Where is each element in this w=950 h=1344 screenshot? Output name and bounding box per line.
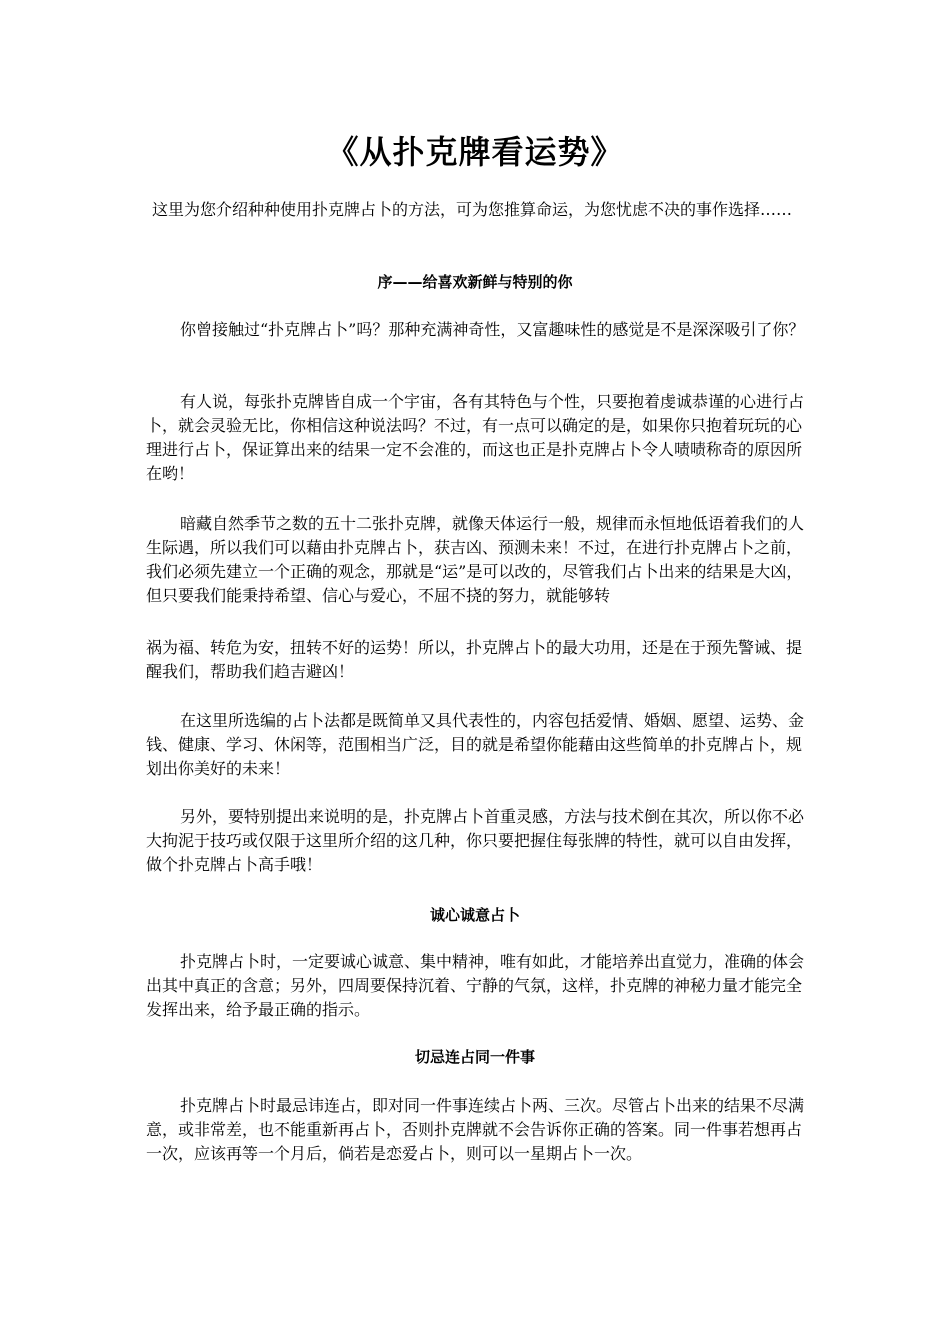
paragraph-1: 你曾接触过“扑克牌占卜”吗？那种充满神奇性，又富趣味性的感觉是不是深深吸引了你？	[180, 320, 805, 339]
intro-paragraph: 这里为您介绍种种使用扑克牌占卜的方法，可为您推算命运，为您忧虑不决的事作选择……	[152, 200, 793, 219]
paragraph-2: 有人说，每张扑克牌皆自成一个宇宙，各有其特色与个性，只要抱着虔诚恭谨的心进行占卜，就会灵验无比，你相信这种说法吗？不过，有一点可以确定的是，如果你只抱着玩玩的心理进行占卜，保证算出来的结果一定不会准的，而这也正是扑克牌占卜令人啧啧称奇的原因所在哟！	[146, 392, 805, 483]
paragraph-6: 扑克牌占卜时，一定要诚心诚意、集中精神，唯有如此，才能培养出直觉力，准确的体会出其中真正的含意；另外，四周要保持沉着、宁静的气氛，这样，扑克牌的神秘力量才能完全发挥出来，给予最正确的指示。	[146, 952, 805, 1019]
section-heading-preface: 序——给喜欢新鲜与特别的你	[377, 273, 573, 291]
document-title: 《从扑克牌看运势》	[326, 133, 624, 171]
section-heading-sincerity: 诚心诚意占卜	[429, 906, 520, 924]
paragraph-5: 另外，要特别提出来说明的是，扑克牌占卜首重灵感，方法与技术倒在其次，所以你不必大拘泥于技巧或仅限于这里所介绍的这几种，你只要把握住每张牌的特性，就可以自由发挥，做个扑克牌占卜高手哦！	[146, 807, 805, 874]
paragraph-7: 扑克牌占卜时最忌讳连占，即对同一件事连续占卜两、三次。尽管占卜出来的结果不尽满意，或非常差，也不能重新再占卜，否则扑克牌就不会告诉你正确的答案。同一件事若想再占一次，应该再等一个月后，倘若是恋爱占卜，则可以一星期占卜一次。	[146, 1096, 805, 1163]
paragraph-4: 在这里所选编的占卜法都是既简单又具代表性的，内容包括爱情、婚姻、愿望、运势、金钱、健康、学习、休闲等，范围相当广泛，目的就是希望你能藉由这些简单的扑克牌占卜，规划出你美好的未来！	[146, 711, 805, 778]
paragraph-3a: 暗藏自然季节之数的五十二张扑克牌，就像天体运行一般，规律而永恒地低语着我们的人生际遇，所以我们可以藉由扑克牌占卜，获吉凶、预测未来！不过，在进行扑克牌占卜之前，我们必须先建立一个正确的观念，那就是“运”是可以改的，尽管我们占卜出来的结果是大凶，但只要我们能秉持希望、信心与爱心，不屈不挠的努力，就能够转	[146, 514, 805, 605]
paragraph-3b: 祸为福、转危为安，扭转不好的运势！所以，扑克牌占卜的最大功用，还是在于预先警诫、提醒我们，帮助我们趋吉避凶！	[146, 638, 803, 681]
section-heading-avoid-repeat: 切忌连占同一件事	[414, 1048, 535, 1066]
